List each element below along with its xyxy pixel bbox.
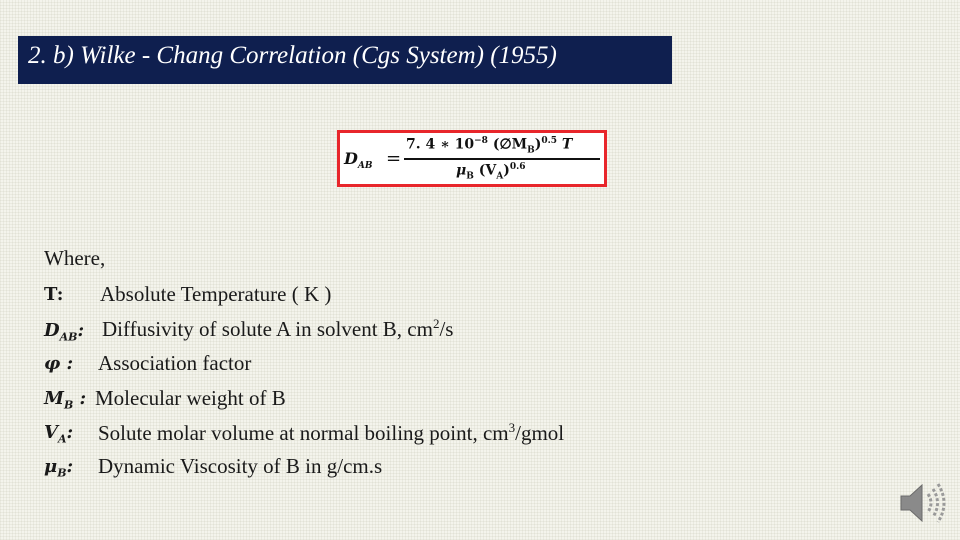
def-symbol: T: <box>44 284 64 305</box>
formula-lhs: $D_{AB}$ <box>344 149 373 172</box>
slide-title: 2. b) Wilke - Chang Correlation (Cgs System) (1955) <box>28 42 557 69</box>
formula-denominator: $\mu_B$ $(V_A)^{0.6}$ <box>456 162 526 182</box>
speaker-icon[interactable] <box>898 480 948 526</box>
formula-numerator: 7. 4 ∗ $10^{-8}$ $(\emptyset M_B)^{0.5}$ T <box>406 136 573 156</box>
def-symbol: $M_B$ : <box>44 388 87 412</box>
def-symbol: $\mu_B$: <box>44 456 74 480</box>
def-description: Dynamic Viscosity of B in g/cm.s <box>98 454 383 478</box>
fraction-bar <box>404 158 600 160</box>
def-symbol: $D_{AB}$: <box>44 320 85 344</box>
def-description: Molecular weight of B <box>95 386 286 410</box>
def-description: Absolute Temperature ( K ) <box>100 282 332 306</box>
formula-box <box>337 130 607 187</box>
def-symbol: φ : <box>44 353 74 374</box>
def-description: Solute molar volume at normal boiling point, $cm^3$/gmol <box>98 420 565 445</box>
title-bar <box>18 36 672 84</box>
def-description: Association factor <box>98 351 252 375</box>
def-description: Diffusivity of solute A in solvent B, $cm^2/s$ <box>102 316 454 341</box>
where-label: Where, <box>44 246 106 270</box>
def-symbol: $V_A$: <box>44 422 74 446</box>
formula-equals: = <box>386 148 402 169</box>
